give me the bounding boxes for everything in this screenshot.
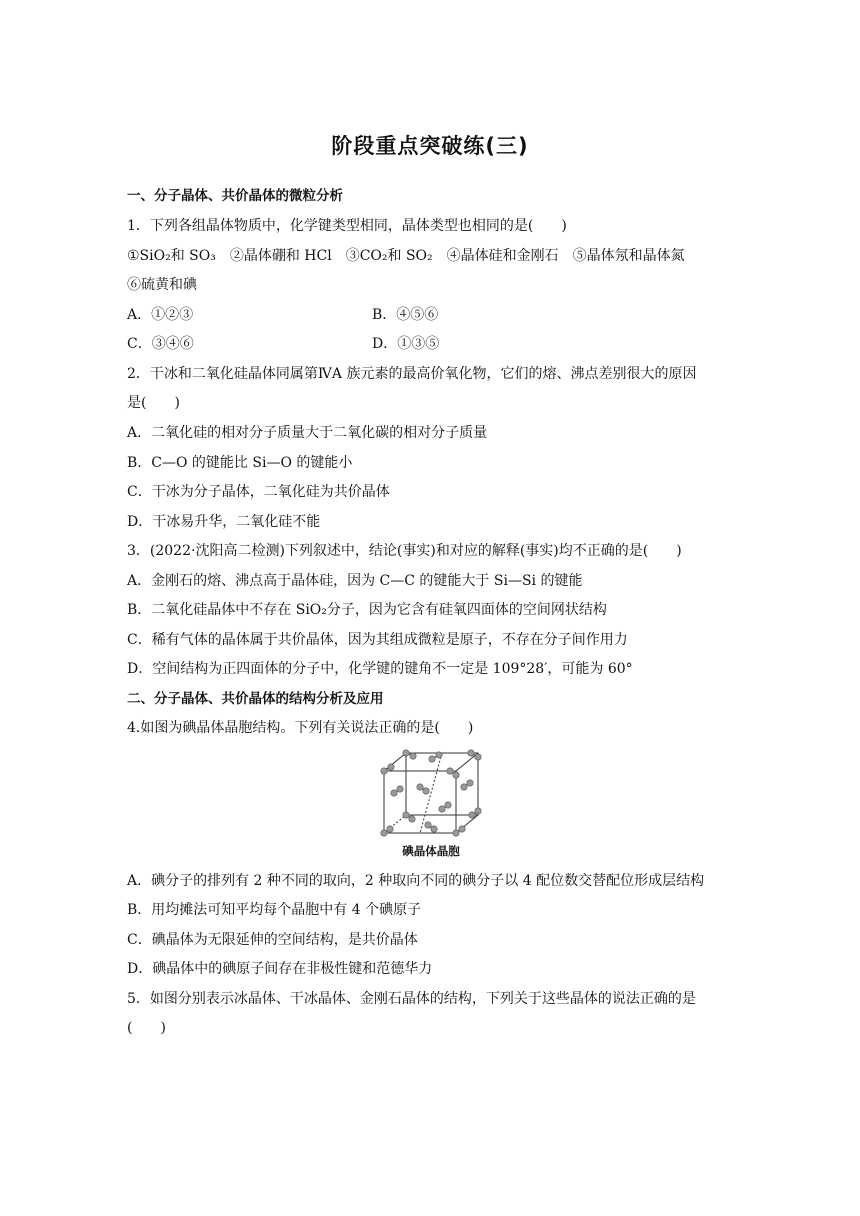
question-2-stem-cont: 是( ) (127, 395, 180, 411)
question-2-option-a: A．二氧化硅的相对分子质量大于二氧化碳的相对分子质量 (127, 425, 488, 441)
iodine-unit-cell-figure (372, 747, 490, 837)
question-3-stem: 3．(2022·沈阳高二检测)下列叙述中，结论(事实)和对应的解释(事实)均不正确的是( ) (127, 543, 682, 559)
question-2-option-d: D．干冰易升华，二氧化硅不能 (127, 514, 321, 530)
question-1-items: ①SiO₂和 SO₃ ②晶体硼和 HCl ③CO₂和 SO₂ ④晶体硅和金刚石 ⑤晶体氖和晶体氮 (127, 248, 685, 264)
question-1-option-d: D．①③⑤ (372, 336, 440, 352)
question-1-stem: 1．下列各组晶体物质中，化学键类型相同，晶体类型也相同的是( ) (127, 218, 567, 234)
question-1-option-b: B．④⑤⑥ (372, 307, 439, 323)
figure-caption: 碘晶体晶胞 (402, 844, 460, 858)
question-3-option-c: C．稀有气体的晶体属于共价晶体，因为其组成微粒是原子，不存在分子间作用力 (127, 632, 628, 648)
question-4-option-b: B．用均摊法可知平均每个晶胞中有 4 个碘原子 (127, 902, 422, 918)
question-4-option-c: C．碘晶体为无限延伸的空间结构，是共价晶体 (127, 932, 418, 948)
question-4-stem: 4.如图为碘晶体晶胞结构。下列有关说法正确的是( ) (127, 720, 474, 736)
question-1-option-c: C．③④⑥ (127, 336, 194, 352)
page-title: 阶段重点突破练(三) (331, 134, 529, 158)
question-4-option-d: D．碘晶体中的碘原子间存在非极性键和范德华力 (127, 961, 433, 977)
question-3-option-d: D．空间结构为正四面体的分子中，化学键的键角不一定是 109°28′，可能为 60° (127, 661, 633, 677)
section-heading-1: 一、分子晶体、共价晶体的微粒分析 (127, 188, 343, 204)
section-heading-2: 二、分子晶体、共价晶体的结构分析及应用 (127, 691, 384, 707)
question-5-stem-cont: ( ) (127, 1020, 166, 1036)
question-3-option-a: A．金刚石的熔、沸点高于晶体硅，因为 C—C 的键能大于 Si—Si 的键能 (127, 573, 583, 589)
question-2-option-b: B．C—O 的键能比 Si—O 的键能小 (127, 455, 353, 471)
question-2-option-c: C．干冰为分子晶体，二氧化硅为共价晶体 (127, 484, 390, 500)
question-1-option-a: A．①②③ (127, 307, 194, 323)
question-4-option-a: A．碘分子的排列有 2 种不同的取向，2 种取向不同的碘分子以 4 配位数交替配位形成层结构 (127, 873, 705, 889)
question-1-items-cont: ⑥硫黄和碘 (127, 277, 197, 293)
question-2-stem: 2．干冰和二氧化硅晶体同属第ⅣA 族元素的最高价氧化物，它们的熔、沸点差别很大的原因 (127, 366, 697, 382)
question-3-option-b: B．二氧化硅晶体中不存在 SiO₂分子，因为它含有硅氧四面体的空间网状结构 (127, 602, 607, 618)
question-5-stem: 5．如图分别表示冰晶体、干冰晶体、金刚石晶体的结构，下列关于这些晶体的说法正确的是 (127, 991, 696, 1007)
